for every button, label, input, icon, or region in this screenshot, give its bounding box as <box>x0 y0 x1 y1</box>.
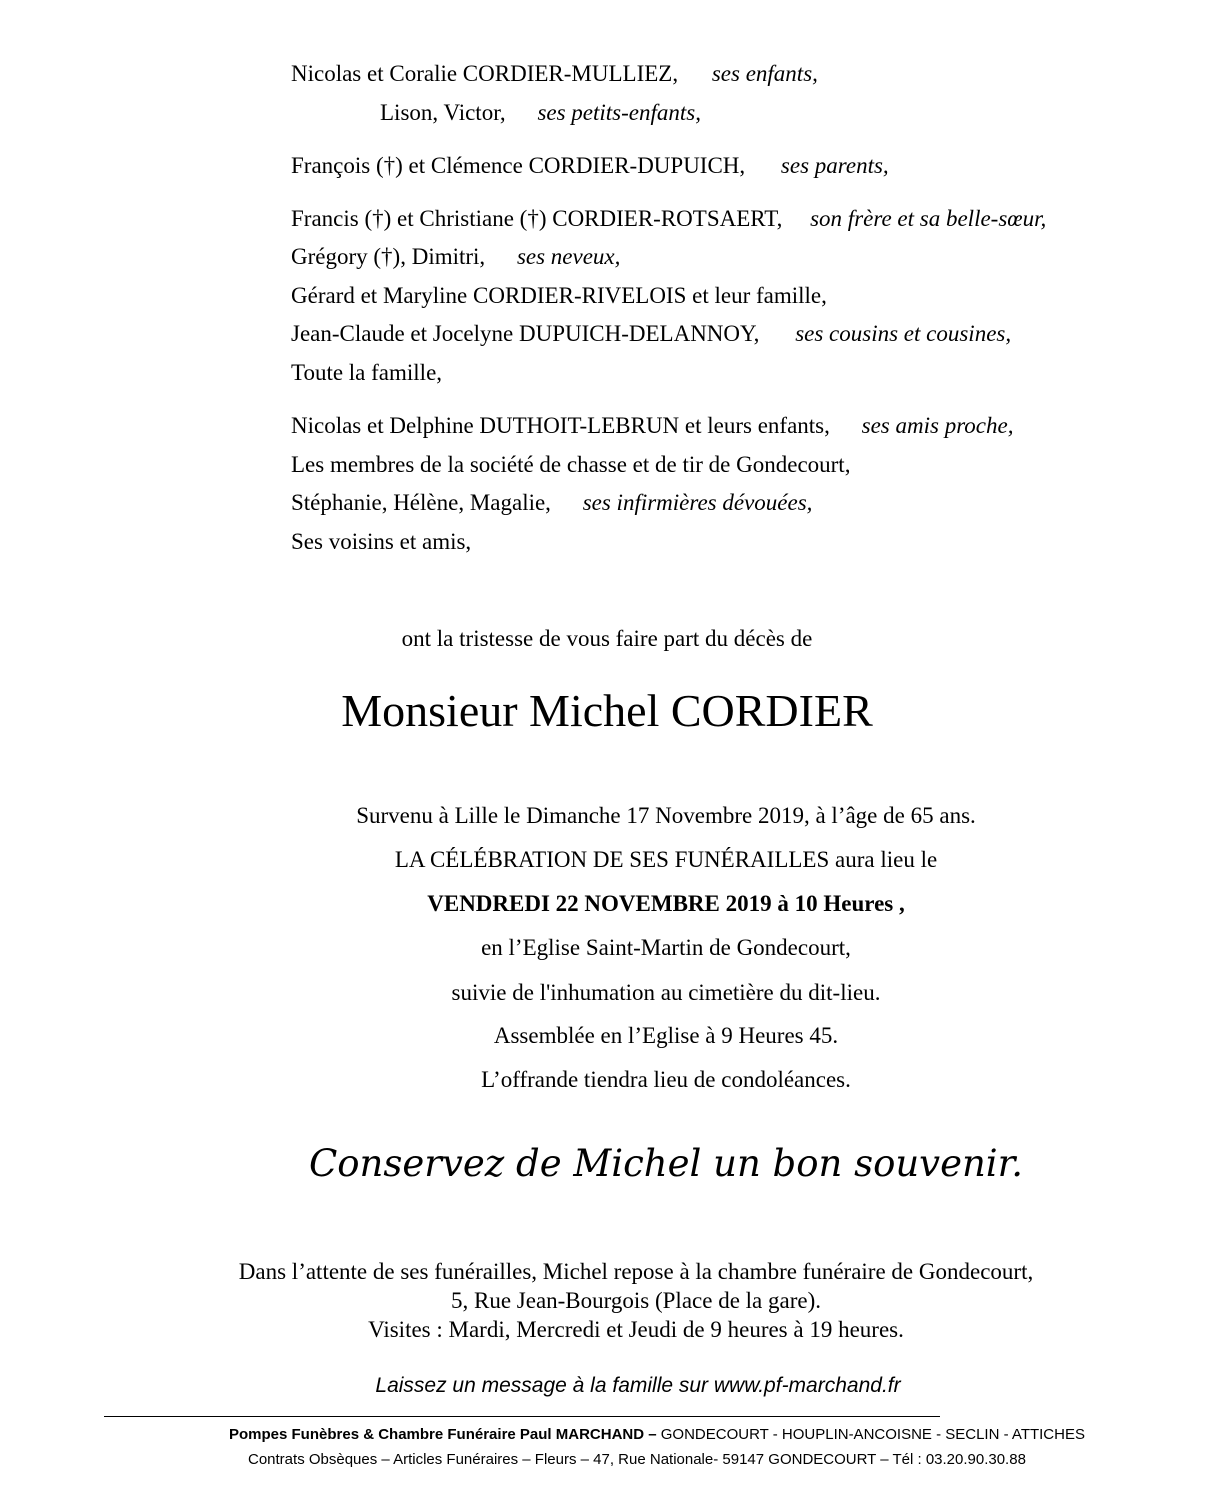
family-names: Nicolas et Delphine DUTHOIT-LEBRUN et leurs enfants, <box>291 413 830 438</box>
family-entry <box>291 205 1046 233</box>
family-relation: ses petits-enfants, <box>537 100 701 125</box>
rest-location-line: Dans l’attente de ses funérailles, Michel repose à la chambre funéraire de Gondecourt, <box>238 1259 1034 1284</box>
family-entry <box>380 99 701 127</box>
footer-company <box>229 1425 1085 1445</box>
family-entry <box>291 243 620 271</box>
family-entry <box>291 152 889 180</box>
family-names: Nicolas et Coralie CORDIER-MULLIEZ, <box>291 61 679 86</box>
family-entry <box>291 60 818 88</box>
address-line: 5, Rue Jean-Bourgois (Place de la gare). <box>450 1288 821 1313</box>
remembrance-quote: Conservez de Michel un bon souvenir. <box>308 1142 1024 1185</box>
family-relation: ses amis proche, <box>861 413 1014 438</box>
family-entry <box>291 359 442 387</box>
family-entry <box>291 528 471 556</box>
family-names: Francis (†) et Christiane (†) CORDIER-ROTSAERT, <box>291 206 783 231</box>
family-entry <box>291 451 850 479</box>
announcement: ont la tristesse de vous faire part du décès de <box>401 626 813 651</box>
family-names: Grégory (†), Dimitri, <box>291 244 486 269</box>
family-names: Gérard et Maryline CORDIER-RIVELOIS et leur famille, <box>291 283 827 308</box>
church-line: en l’Eglise Saint-Martin de Gondecourt, <box>481 935 851 960</box>
family-names: Stéphanie, Hélène, Magalie, <box>291 490 551 515</box>
family-names: Jean-Claude et Jocelyne DUPUICH-DELANNOY, <box>291 321 760 346</box>
family-entry <box>291 320 1011 348</box>
family-entry <box>291 412 1013 440</box>
footer-contact: Contrats Obsèques – Articles Funéraires – Fleurs – 47, Rue Nationale- 59147 GONDECOURT – Tél : 03.20.90.30.88 <box>248 1451 1026 1468</box>
death-details: Survenu à Lille le Dimanche 17 Novembre 2019, à l’âge de 65 ans. <box>356 803 976 828</box>
family-names: Toute la famille, <box>291 360 443 385</box>
family-names: Lison, Victor, <box>380 100 506 125</box>
deceased-name: Monsieur Michel CORDIER <box>341 685 873 736</box>
family-relation: ses cousins et cousines, <box>795 321 1012 346</box>
family-relation: son frère et sa belle-sœur, <box>810 206 1047 231</box>
footer-locations: GONDECOURT - HOUPLIN-ANCOISNE - SECLIN - ATTICHES <box>660 1426 1085 1443</box>
family-names: François (†) et Clémence CORDIER-DUPUICH, <box>291 153 746 178</box>
family-entry <box>291 282 827 310</box>
celebration-line: LA CÉLÉBRATION DE SES FUNÉRAILLES aura lieu le <box>394 847 938 872</box>
family-entry <box>291 489 812 517</box>
condolence-message: Laissez un message à la famille sur www.pf-marchand.fr <box>375 1374 901 1397</box>
family-relation: ses parents, <box>780 153 889 178</box>
family-names: Les membres de la société de chasse et de tir de Gondecourt, <box>291 452 851 477</box>
family-relation: ses enfants, <box>711 61 818 86</box>
assembly-line: Assemblée en l’Eglise à 9 Heures 45. <box>493 1023 839 1048</box>
family-relation: ses infirmières dévouées, <box>582 490 813 515</box>
footer-company-name: Pompes Funèbres & Chambre Funéraire Paul MARCHAND – <box>229 1426 657 1443</box>
offering-line: L’offrande tiendra lieu de condoléances. <box>481 1067 851 1092</box>
footer-divider <box>104 1416 940 1417</box>
visits-line: Visites : Mardi, Mercredi et Jeudi de 9 heures à 19 heures. <box>368 1317 904 1342</box>
funeral-date: VENDREDI 22 NOVEMBRE 2019 à 10 Heures , <box>427 891 905 916</box>
family-relation: ses neveux, <box>516 244 621 269</box>
burial-line: suivie de l'inhumation au cimetière du dit-lieu. <box>451 980 881 1005</box>
family-names: Ses voisins et amis, <box>291 529 472 554</box>
